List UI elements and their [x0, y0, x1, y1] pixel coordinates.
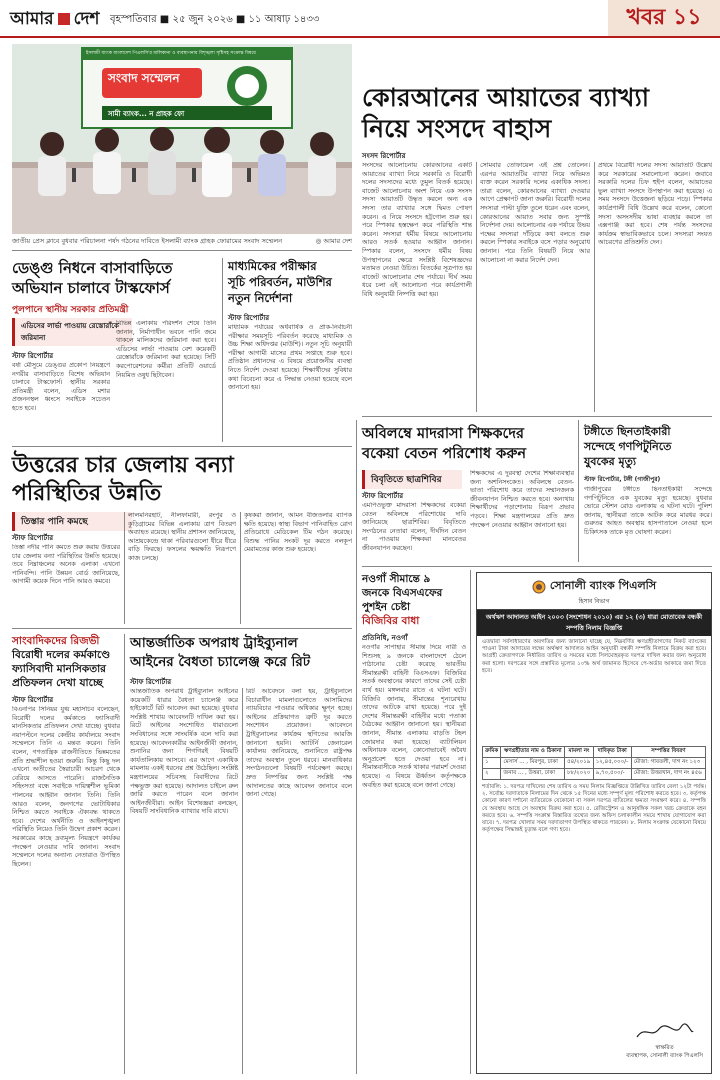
bank-name: সোনালী ব্যাংক পিএলসি	[549, 579, 657, 592]
column-divider	[242, 688, 243, 1074]
section-divider	[362, 566, 712, 567]
auction-table	[482, 746, 706, 780]
column-divider	[356, 420, 357, 1074]
signature-label: স্বাক্ষরিত	[655, 1045, 674, 1051]
ad-table-wrap	[477, 746, 711, 780]
column-divider	[578, 420, 579, 562]
ad-title: অর্থঋণ আদালত আইন ২০০৩ (সংশোধন ২০১০) এর ১২ (৩) ধারা মোতাবেক বন্ধকী সম্পত্তি নিলাম বিজ্ঞপ্তি	[477, 610, 711, 636]
photo-credit: ◎ আমার দেশ	[315, 237, 352, 245]
signature-mark	[635, 1023, 695, 1041]
tongi-body: গাজীপুরের টঙ্গীতে ছিনতাইকারী সন্দেহে গণপিটুনিতে এক যুবকের মৃত্যু হয়েছে। বুধবার ভোরে স্টেশন রোড এলাকায় এ ঘটনা ঘটে। পুলিশ জানায়, স্থানীয়রা তাকে আটক করে মারধর করে। গুরুতর আহত অবস্থায় হাসপাতালে নেওয়া হলে চিকিৎসক তাকে মৃত ঘোষণা করেন।	[584, 486, 712, 536]
table-row: ১ মেসার্স ... , মিরপুর, ঢাকা ৫৪/২০১৯ ১২,৪৫,০০০/- মৌজা: গাবতলী, দাগ নং ১২৩	[483, 758, 706, 769]
auction-table-header: ক্রমিক ঋণগ্রহীতার নাম ও ঠিকানা মামলা নং দাবিকৃত টাকা সম্পত্তির বিবরণ	[483, 747, 706, 758]
ad-intro: এতদ্বারা সর্বসাধারণের অবগতির জন্য জানানো যাচ্ছে যে, নিম্নবর্ণিত ঋণগ্রহীতাগণের নিকট ব্যাংকের পাওনা টাকা আদায়ের লক্ষ্যে অর্থঋণ আদালত আইন অনুযায়ী বন্ধকী সম্পত্তি নিলামে বিক্রয় করা হবে। আগ্রহী ক্রেতাগণকে নির্ধারিত তারিখ ও সময়ের মধ্যে সিলমোহরকৃত দরপত্র দাখিল করার জন্য অনুরোধ করা হলো। দরপত্রের সঙ্গে প্রস্তাবিত মূল্যের ১০% অর্থ জামানত হিসেবে পে-অর্ডার আকারে জমা দিতে হবে।	[482, 639, 706, 674]
madrasa-column-2: শিক্ষকদের এ দুরবস্থা দেশের শিক্ষাব্যবস্থার জন্য অশনিসংকেত। অবিলম্বে বেতন-ভাতা পরিশোধ করে তাদের সম্মানজনক জীবনযাপন নিশ্চিত করতে হবে। অন্যথায় শিক্ষার্থীদের পড়াশোনায় বিরূপ প্রভাব পড়বে। শিক্ষা মন্ত্রণালয়ের প্রতি দ্রুত পদক্ষেপ নেওয়ার আহ্বান জানানো হয়।	[470, 470, 574, 529]
column-divider	[470, 570, 471, 1074]
madrasa-column-1: এমপিওভুক্ত মাদরাসা শিক্ষকদের বকেয়া বেতন অবিলম্বে পরিশোধের দাবি জানিয়েছে ছাত্রশিবির। বিবৃতিতে সংগঠনের নেতারা বলেন, দীর্ঘদিন বেতন না পাওয়ায় শিক্ষকরা মানবেতর জীবনযাপন করছেন।	[362, 502, 466, 552]
madrasa-headline: অবিলম্বে মাদরাসা শিক্ষকদের বকেয়া বেতন পরিশোধ করুন	[362, 426, 527, 462]
exam-byline: স্টাফ রিপোর্টার	[228, 314, 270, 322]
koran-column-1: সংসদের আলোচনায় কোরআনের একটি আয়াতের ব্যাখ্যা নিয়ে সরকারি ও বিরোধী দলের সদস্যদের মধ্যে তুমুল বিতর্ক হয়েছে। বাজেট আলোচনায় অংশ নিয়ে এক সংসদ সদস্য আয়াতটি উদ্ধৃত করলে অন্য এক সদস্য তার ব্যাখ্যার সঙ্গে দ্বিমত পোষণ করেন। এ নিয়ে সংসদে হট্টগোল শুরু হয়। পরে স্পিকার হস্তক্ষেপ করে পরিস্থিতি শান্ত করেন। সদস্যরা ধর্মীয় বিষয়ে আলোচনায় আরও সতর্ক হওয়ার আহ্বান জানান। স্পিকার বলেন, সংসদে ধর্মীয় বিষয় উপস্থাপনের ক্ষেত্রে সংশ্লিষ্ট বিশেষজ্ঞদের মতামত নেওয়া উচিত। বিতর্কের সূত্রপাত হয় বাজেট আলোচনার শেষ পর্যায়ে। দীর্ঘ সময় ধরে চলা এই আলোচনা পরে কার্যপ্রণালী বিধি অনুযায়ী নিষ্পত্তি করা হয়।	[362, 162, 472, 298]
column-divider	[222, 258, 223, 442]
tongi-headline: টঙ্গীতে ছিনতাইকারী সন্দেহে গণপিটুনিতে যুবকের মৃত্যু	[584, 425, 672, 468]
section-divider	[12, 250, 352, 251]
koran-column-3: প্রথমে বিরোধী দলের সদস্য আয়াতটি উল্লেখ করে সরকারের সমালোচনা করেন। জবাবে সরকারি দলের চিফ হুইপ বলেন, আয়াতের ভুল ব্যাখ্যা সংসদে উপস্থাপন করা হয়েছে। এ সময় সংসদে উত্তেজনা ছড়িয়ে পড়ে। স্পিকার কার্যপ্রণালী বিধি উল্লেখ করে বলেন, কোনো সদস্য অসংসদীয় ভাষা ব্যবহার করলে তা এক্সপাঞ্জ করা হবে। শেষ পর্যন্ত সংসদের কার্যক্রম স্বাভাবিকভাবে চলে। সদস্যরা সংযত আচরণের প্রতিশ্রুতি দেন।	[598, 162, 712, 247]
column-divider	[240, 512, 241, 624]
dengue-column-2: বিভিন্ন এলাকায় পরিদর্শন শেষে তিনি জানান, নির্মাণাধীন ভবনে পানি জমে থাকলে মালিকদের জরিমানা করা হবে। এডিসের লার্ভা পাওয়ায় বেশ কয়েকটি রেস্তোরাঁকে জরিমানা করা হয়েছে। সিটি করপোরেশনের কর্মীরা প্রতিটি ওয়ার্ডে নিয়মিত ওষুধ ছিটাবেন।	[116, 320, 216, 379]
koran-column-2: সোমবার তোফায়েল এই প্রশ্ন তোলেন। এরপর আয়াতটির ব্যাখ্যা নিয়ে অভিমত ব্যক্ত করেন সরকারি দলের একাধিক সদস্য। তারা বলেন, কোরআনের ব্যাখ্যা দেওয়ার আগে প্রেক্ষাপট জানা জরুরি। বিরোধী দলের সদস্যরা পাল্টা যুক্তি তুলে ধরেন এবং বলেন, কোরআনের আয়াত সবার জন্য সুস্পষ্ট নির্দেশনা দেয়। আলোচনার এক পর্যায়ে উভয় পক্ষের সদস্যরা দাঁড়িয়ে কথা বলতে শুরু করলে স্পিকার সবাইকে বসে পড়ার অনুরোধ জানান। পরে তিনি বিষয়টি নিয়ে আর আলোচনা না করার নির্দেশ দেন।	[480, 162, 590, 264]
table-row: ২ জনাব ... , উত্তরা, ঢাকা ৮৮/২০২০ ৯,৭০,৫০০/- মৌজা: উত্তরখান, দাগ নং ৪৫৬	[483, 769, 706, 780]
flood-column-2: লালমনিরহাট, নীলফামারী, রংপুর ও কুড়িগ্রামের বিভিন্ন এলাকায় ত্রাণ বিতরণ অব্যাহত রয়েছে। স্থানীয় প্রশাসন জানিয়েছে, আশ্রয়কেন্দ্রে থাকা পরিবারগুলো ধীরে ধীরে বাড়ি ফিরছে। ফসলের ক্ষয়ক্ষতি নিরূপণে কাজ চলছে।	[128, 512, 236, 562]
flood-byline: স্টাফ রিপোর্টার	[12, 534, 54, 542]
flood-column-3: কৃষকরা জানান, আমন বীজতলার ব্যাপক ক্ষতি হয়েছে। স্বাস্থ্য বিভাগ পানিবাহিত রোগ প্রতিরোধে মেডিকেল টিম গঠন করেছে। বিশুদ্ধ পানির সংকট দূর করতে নলকূপ মেরামতের কাজ শুরু হয়েছে।	[244, 512, 352, 554]
bank-auction-notice	[476, 572, 712, 1074]
dengue-headline: ডেঙ্গু নিধনে বাসাবাড়িতে অভিযান চালাবে টাস্কফোর্স	[12, 259, 173, 297]
logo-square-icon	[58, 13, 70, 25]
banner-top-text: ইসলামী ব্যাংক বাংলাদেশ পিএলসি'র মালিকানা ও ব্যবস্থাপনায় বিশৃঙ্খলা সৃষ্টিসহ সংক্রান্ত বিষয়ে	[86, 51, 257, 56]
banner-title: সংবাদ সম্মেলন	[108, 71, 180, 85]
flood-column-1: তিস্তা নদীর পানি কমতে শুরু করায় উত্তরের চার জেলায় বন্যা পরিস্থিতির উন্নতি হয়েছে। তবে নিম্নাঞ্চলের অনেক এলাকা এখনো পানিবন্দি। পানি উন্নয়ন বোর্ড জানিয়েছে, আগামী কয়েক দিনে পানি আরও কমবে।	[12, 544, 120, 586]
photo-caption: জাতীয় প্রেস ক্লাবে বুধবার পরিচালনা পর্ষদ গঠনের দাবিতে ইসলামী ব্যাংক গ্রাহক ফোরামের সংবাদ সম্মেলন ◎ আমার দেশ	[12, 237, 352, 245]
dengue-column-1: বর্ষা মৌসুমে ডেঙ্গুর প্রকোপ নিয়ন্ত্রণে নগরীর বাসাবাড়িতে বিশেষ অভিযান চালাবে টাস্কফোর্স। স্থানীয় সরকার প্রতিমন্ত্রী বলেন, এডিস মশার প্রজননস্থল ধ্বংসে সবাইকে সচেতন হতে হবে।	[12, 362, 110, 412]
column-divider	[124, 634, 125, 1074]
fascism-body: বিএনপির সিনিয়র যুগ্ম মহাসচিব বলেছেন, বিরোধী দলের কর্মকাণ্ডে ফ্যাসিবাদী মানসিকতার প্রতিফলন দেখা যাচ্ছে। বুধবার নয়াপল্টনে দলের কেন্দ্রীয় কার্যালয়ে সংবাদ সম্মেলনে তিনি এ মন্তব্য করেন। তিনি বলেন, গণতান্ত্রিক রাজনীতিতে ভিন্নমতের প্রতি শ্রদ্ধাশীল হওয়া জরুরি। কিন্তু কিছু দল এখনো অতীতের স্বৈরাচারী আচরণ থেকে বেরিয়ে আসতে পারেনি। রাজনৈতিক সহিংসতা বন্ধে সবাইকে দায়িত্বশীল ভূমিকা পালনের আহ্বান জানান তিনি। তিনি আরও বলেন, জনগণের ভোটাধিকার নিশ্চিত করতে সবাইকে ঐক্যবদ্ধ থাকতে হবে। দেশের অর্থনীতি ও আইনশৃঙ্খলা পরিস্থিতি নিয়েও তিনি উদ্বেগ প্রকাশ করেন। সরকারের কাছে দ্রব্যমূল্য নিয়ন্ত্রণে কার্যকর পদক্ষেপ নেওয়ার দাবি জানান। সংবাদ সম্মেলনে দলের অন্যান্য নেতারাও উপস্থিত ছিলেন।	[12, 706, 120, 868]
newspaper-logo: আমার দেশ	[10, 9, 100, 29]
dengue-tag: এডিসের লার্ভা পাওয়ায় রেস্তোরাঁকে জরিমানা	[12, 318, 132, 346]
ad-header	[477, 573, 711, 610]
banner-bottom-text: সামী ব্যাংক... ন প্রাহক ফো	[108, 110, 185, 118]
border-headline: নওগাঁ সীমান্তে ৯ জনকে বিএসএফের পুশইন চেষ্টা বিজিবির বাধা	[362, 573, 443, 627]
flood-headline: উত্তরের চার জেলায় বন্যা পরিস্থিতির উন্নতি	[12, 453, 234, 506]
ad-brand	[481, 577, 707, 596]
flood-tag: তিস্তার পানি কমছে	[12, 512, 132, 531]
section-divider	[12, 446, 352, 447]
column-divider	[476, 162, 477, 412]
column-divider	[124, 512, 125, 624]
tribunal-column-1: আন্তর্জাতিক অপরাধ ট্রাইব্যুনাল আইনের কয়েকটি ধারার বৈধতা চ্যালেঞ্জ করে হাইকোর্টে রিট আবেদন করা হয়েছে। বুধবার সংশ্লিষ্ট শাখায় আবেদনটি দাখিল করা হয়। রিটে আইনের সংশোধিত ধারাগুলো সংবিধানের সঙ্গে সাংঘর্ষিক বলে দাবি করা হয়েছে। আবেদনকারীর আইনজীবী জানান, শুনানির জন্য শিগগিরই বিষয়টি কার্যতালিকায় আসবে। এর আগে একাধিক মামলায় একই ধরনের প্রশ্ন উঠেছিল। সংশ্লিষ্ট মন্ত্রণালয়ের সচিবসহ বিবাদীদের রিটে পক্ষভুক্ত করা হয়েছে। আদালত চাইলে রুল জারি করতে পারেন বলে জানান আইনজীবীরা। আইন বিশেষজ্ঞরা বলছেন, বিষয়টি সাংবিধানিক ব্যাখ্যার দাবি রাখে।	[130, 688, 238, 816]
tribunal-headline: আন্তর্জাতিক অপরাধ ট্রাইব্যুনাল আইনের বৈধতা চ্যালেঞ্জ করে রিট	[130, 635, 311, 670]
fascism-byline: স্টাফ রিপোর্টার	[12, 696, 54, 704]
photo-illustration	[12, 44, 352, 234]
tribunal-column-2: রিট আবেদনে বলা হয়, ট্রাইব্যুনালে বিচারাধীন মামলাগুলোতে আসামিদের ন্যায়বিচার পাওয়ার অধিকার ক্ষুণ্ন হচ্ছে। আইনের প্রক্রিয়াগত ত্রুটি দূর করতে সংশোধন প্রয়োজন। আবেদনে ট্রাইব্যুনালের কার্যক্রম স্থগিতের আরজি জানানো হয়নি। অ্যাটর্নি জেনারেল কার্যালয় জানিয়েছে, শুনানিতে রাষ্ট্রপক্ষ তাদের অবস্থান তুলে ধরবে। মানবাধিকার সংগঠনগুলো বিষয়টি পর্যবেক্ষণ করছে। দ্রুত নিষ্পত্তির জন্য সংশ্লিষ্ট পক্ষ আদালতের কাছে আবেদন জানাবে বলে জানা গেছে।	[246, 688, 352, 799]
madrasa-tag: বিবৃতিতে ছাত্রশিবির	[362, 470, 462, 489]
masthead	[0, 0, 720, 38]
madrasa-byline: স্টাফ রিপোর্টার	[362, 492, 404, 500]
koran-byline: সংসদ রিপোর্টার	[362, 152, 406, 160]
tongi-byline: স্টাফ রিপোর্টার, টঙ্গী (গাজীপুর)	[584, 476, 661, 483]
signer-title: ব্যবস্থাপক, সোনালী ব্যাংক পিএলসি	[626, 1053, 703, 1059]
bank-office: হিসাব বিভাগ	[578, 598, 610, 605]
fascism-headline: সাংবাদিকদের রিজভী বিরোধী দলের কর্মকাণ্ডে ফ্যাসিবাদী মানসিকতার প্রতিফলন দেখা যাচ্ছে	[12, 635, 111, 689]
column-divider	[594, 162, 595, 412]
ad-signature-block	[626, 1023, 703, 1061]
ad-terms: শর্তাবলি: ১. দরপত্র দাখিলের শেষ তারিখ ও সময় নিলাম বিজ্ঞপ্তিতে উল্লিখিত তারিখ বেলা ১২টা পর্যন্ত। ২. সর্বোচ্চ দরদাতাকে নিলামের দিন থেকে ১৫ দিনের মধ্যে সম্পূর্ণ মূল্য পরিশোধ করতে হবে। ৩. কর্তৃপক্ষ কোনো কারণ দর্শানো ব্যতিরেকে যেকোনো বা সকল দরপত্র বাতিলের ক্ষমতা সংরক্ষণ করে। ৪. সম্পত্তি যে অবস্থায় আছে সে অবস্থায় বিক্রয় করা হবে। ৫. রেজিস্ট্রেশন ও আনুষঙ্গিক সকল খরচ ক্রেতাকে বহন করতে হবে। ৬. সম্পত্তি সংক্রান্ত বিস্তারিত তথ্যের জন্য অফিস চলাকালীন সময়ে শাখায় যোগাযোগ করা যাবে। ৭. দরপত্র খোলার সময় দরদাতাগণ উপস্থিত থাকতে পারবেন। ৮. নিলাম সংক্রান্ত যেকোনো বিষয়ে কর্তৃপক্ষের সিদ্ধান্তই চূড়ান্ত বলে গণ্য হবে।	[482, 784, 706, 834]
dengue-byline: স্টাফ রিপোর্টার	[12, 352, 54, 360]
page-label: খবর ১১	[608, 0, 720, 36]
section-divider	[362, 416, 712, 417]
tribunal-byline: স্টাফ রিপোর্টার	[130, 678, 172, 686]
press-conference-photo	[12, 44, 352, 234]
exam-headline: মাধ্যমিকের পরীক্ষার সূচি পরিবর্তন, মাউশির নতুন নির্দেশনা	[228, 259, 332, 305]
dengue-subhead: পুলপানে স্থানীয় সরকার প্রতিমন্ত্রী	[12, 305, 129, 315]
exam-body: মাধ্যমিক পর্যায়ের অর্ধবার্ষিক ও প্রাক-নির্বাচনী পরীক্ষার সময়সূচি পরিবর্তন করেছে মাধ্যমিক ও উচ্চ শিক্ষা অধিদপ্তর (মাউশি)। নতুন সূচি অনুযায়ী পরীক্ষা আগামী মাসের প্রথম সপ্তাহে শুরু হবে। প্রতিষ্ঠান প্রধানদের এ বিষয়ে প্রয়োজনীয় ব্যবস্থা নিতে নির্দেশ দেওয়া হয়েছে। শিক্ষার্থীদের সুবিধার কথা বিবেচনা করে এ সিদ্ধান্ত নেওয়া হয়েছে বলে জানানো হয়।	[228, 324, 352, 392]
border-byline: প্রতিনিধি, নওগাঁ	[362, 634, 408, 642]
bank-logo-icon	[532, 580, 546, 594]
section-divider	[12, 628, 352, 629]
dateline: বৃহস্পতিবার ■ ২৫ জুন ২০২৬ ■ ১১ আষাঢ় ১৪৩৩	[110, 14, 320, 25]
border-body: নওগাঁর সাপাহার সীমান্ত দিয়ে নারী ও শিশুসহ ৯ জনকে বাংলাদেশে ঠেলে পাঠানোর চেষ্টা করেছে ভারতীয় সীমান্তরক্ষী বাহিনী বিএসএফ। বিজিবির সতর্ক অবস্থানের কারণে তাদের সেই চেষ্টা ব্যর্থ হয়। মঙ্গলবার রাতে এ ঘটনা ঘটে। বিজিবি জানায়, সীমান্তের শূন্যরেখায় তাদের আটকে রাখা হয়েছে। পরে দুই দেশের সীমান্তরক্ষী বাহিনীর মধ্যে পতাকা বৈঠকের আহ্বান জানানো হয়। স্থানীয়রা জানান, সীমান্ত এলাকায় বাড়তি টহল জোরদার করা হয়েছে। ব্যাটালিয়ন অধিনায়ক বলেন, কোনোভাবেই অবৈধ অনুপ্রবেশ হতে দেওয়া হবে না। সীমান্তবাসীকে সতর্ক থাকার পরামর্শ দেওয়া হয়েছে। এ বিষয়ে ঊর্ধ্বতন কর্তৃপক্ষকে অবহিত করা হয়েছে বলে জানা গেছে।	[362, 644, 466, 789]
koran-headline: কোরআনের আয়াতের ব্যাখ্যা নিয়ে সংসদে বাহাস	[362, 83, 649, 143]
